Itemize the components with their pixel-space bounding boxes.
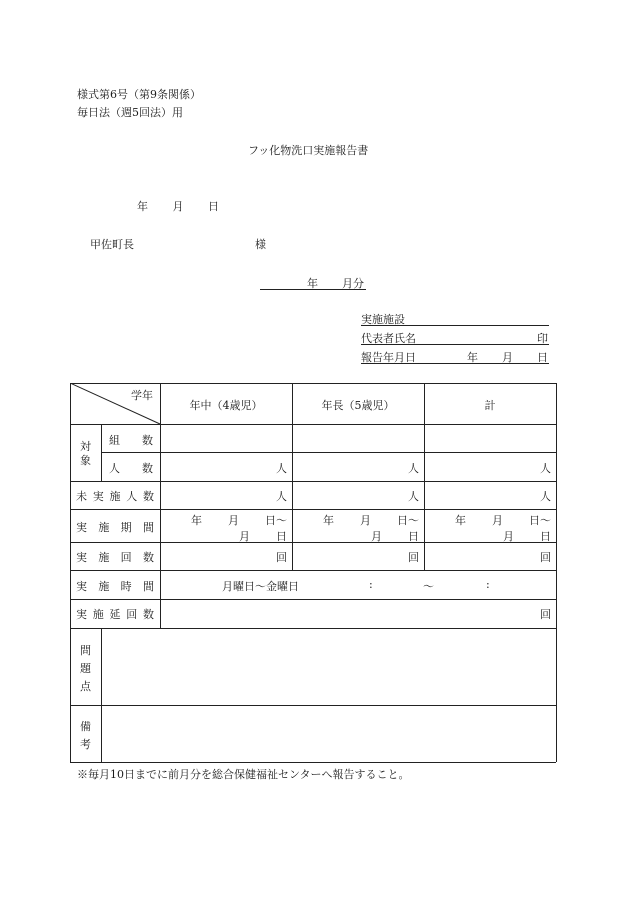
date-line: 年 月 日 bbox=[137, 200, 219, 213]
target-label-1: 対 bbox=[80, 440, 91, 453]
report-date-line bbox=[361, 363, 549, 364]
period-end-4: 月 日 bbox=[239, 530, 287, 543]
weekday-range: 月曜日〜金曜日 bbox=[222, 580, 299, 593]
time-label: 実 施 時 間 bbox=[76, 580, 154, 593]
group-count-label: 組 数 bbox=[109, 434, 153, 447]
method-label: 毎日法（週5回法）用 bbox=[77, 106, 183, 119]
addressee-honorific: 様 bbox=[255, 238, 266, 251]
time-range-wave: 〜 bbox=[423, 580, 434, 593]
count-label: 実 施 回 数 bbox=[76, 551, 154, 564]
representative-line bbox=[361, 344, 549, 345]
count-unit-total: 回 bbox=[540, 551, 551, 564]
period-label: 実 施 期 間 bbox=[76, 521, 154, 534]
form-number: 様式第6号（第9条関係） bbox=[77, 88, 201, 101]
report-date-label: 報告年月日 bbox=[361, 351, 416, 364]
column-header-nencho-5: 年長（5歳児） bbox=[321, 399, 395, 412]
seal-label: 印 bbox=[537, 332, 548, 345]
corner-label: 学年 bbox=[131, 389, 153, 402]
not-implemented-unit-4: 人 bbox=[276, 490, 287, 503]
start-time-colon: : bbox=[369, 578, 373, 591]
column-header-total: 計 bbox=[484, 399, 496, 412]
remarks-label-2: 考 bbox=[80, 738, 91, 751]
period-end-total: 月 日 bbox=[503, 530, 551, 543]
end-time-colon: : bbox=[486, 578, 490, 591]
period-start-5: 年 月 日〜 bbox=[323, 514, 419, 527]
column-header-nencho-4: 年中（4歳児） bbox=[189, 399, 263, 412]
addressee-name: 甲佐町長 bbox=[90, 238, 134, 251]
representative-label: 代表者氏名 bbox=[361, 332, 416, 345]
period-year: 年 bbox=[307, 277, 318, 290]
count-unit-4: 回 bbox=[276, 551, 287, 564]
period-start-4: 年 月 日〜 bbox=[191, 514, 287, 527]
problems-label-1: 問 bbox=[80, 644, 91, 657]
person-unit-4: 人 bbox=[276, 462, 287, 475]
not-implemented-unit-5: 人 bbox=[408, 490, 419, 503]
facility-label: 実施施設 bbox=[361, 313, 405, 326]
facility-line bbox=[361, 325, 549, 326]
remarks-label-1: 備 bbox=[80, 720, 91, 733]
problems-label-3: 点 bbox=[80, 680, 91, 693]
problems-label-2: 題 bbox=[80, 662, 91, 675]
not-implemented-label: 未 実 施 人 数 bbox=[76, 490, 154, 503]
remarks-field[interactable] bbox=[110, 712, 546, 756]
target-label-2: 象 bbox=[80, 454, 91, 467]
count-unit-5: 回 bbox=[408, 551, 419, 564]
total-count-unit: 回 bbox=[540, 608, 551, 621]
total-count-label: 実 施 延 回 数 bbox=[76, 608, 154, 621]
not-implemented-unit-total: 人 bbox=[540, 490, 551, 503]
person-unit-total: 人 bbox=[540, 462, 551, 475]
period-end-5: 月 日 bbox=[371, 530, 419, 543]
footnote: ※毎月10日までに前月分を総合保健福祉センターへ報告すること。 bbox=[77, 768, 410, 781]
period-start-total: 年 月 日〜 bbox=[455, 514, 551, 527]
document-title: フッ化物洗口実施報告書 bbox=[248, 144, 369, 157]
period-underline bbox=[260, 289, 366, 290]
period-month: 月分 bbox=[342, 277, 364, 290]
person-unit-5: 人 bbox=[408, 462, 419, 475]
person-count-label: 人 数 bbox=[109, 462, 153, 475]
report-date-fields: 年 月 日 bbox=[467, 351, 548, 364]
problems-field[interactable] bbox=[110, 638, 546, 696]
